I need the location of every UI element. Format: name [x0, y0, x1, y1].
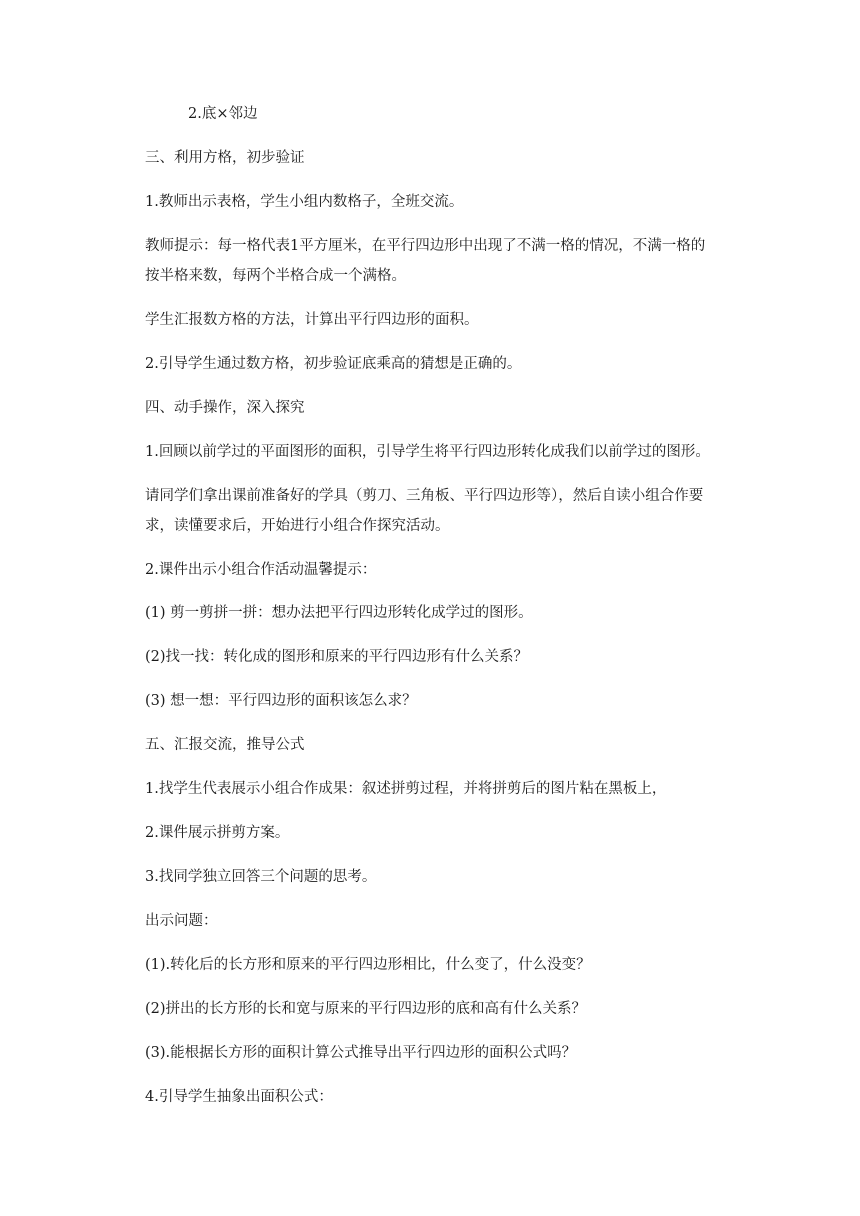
item-base-times-side: 2.底×邻边: [188, 106, 258, 122]
paragraph-line: 按半格来数，每两个半格合成一个满格。: [145, 268, 406, 284]
paragraph: 出示问题：: [145, 913, 218, 929]
paragraph: 2.课件出示小组合作活动温馨提示：: [145, 562, 377, 578]
paragraph-line: 求，读懂要求后，开始进行小组合作探究活动。: [145, 518, 450, 534]
paragraph: 1.找学生代表展示小组合作成果：叙述拼剪过程，并将拼剪后的图片粘在黑板上，: [145, 781, 667, 797]
list-item: (1) 剪一剪拼一拼：想办法把平行四边形转化成学过的图形。: [145, 605, 533, 621]
paragraph-line: 请同学们拿出课前准备好的学具（剪刀、三角板、平行四边形等），然后自读小组合作要: [145, 488, 704, 504]
paragraph-line: 教师提示：每一格代表1平方厘米，在平行四边形中出现了不满一格的情况，不满一格的: [145, 238, 706, 254]
list-item: (1).转化后的长方形和原来的平行四边形相比，什么变了，什么没变？: [145, 957, 591, 973]
section-heading-3: 三、利用方格，初步验证: [145, 150, 305, 166]
paragraph: 3.找同学独立回答三个问题的思考。: [145, 869, 377, 885]
section-heading-5: 五、汇报交流，推导公式: [145, 737, 305, 753]
list-item: (2)找一找：转化成的图形和原来的平行四边形有什么关系？: [145, 649, 529, 665]
paragraph: 1.教师出示表格，学生小组内数格子，全班交流。: [145, 194, 464, 210]
list-item: (3) 想一想：平行四边形的面积该怎么求？: [145, 693, 417, 709]
paragraph: 1.回顾以前学过的平面图形的面积，引导学生将平行四边形转化成我们以前学过的图形。: [145, 444, 710, 460]
paragraph: 4.引导学生抽象出面积公式：: [145, 1089, 333, 1105]
list-item: (3).能根据长方形的面积计算公式推导出平行四边形的面积公式吗？: [145, 1045, 577, 1061]
paragraph: 学生汇报数方格的方法，计算出平行四边形的面积。: [145, 312, 479, 328]
list-item: (2)拼出的长方形的长和宽与原来的平行四边形的底和高有什么关系？: [145, 1001, 587, 1017]
paragraph: 2.课件展示拼剪方案。: [145, 825, 290, 841]
paragraph: 2.引导学生通过数方格，初步验证底乘高的猜想是正确的。: [145, 356, 522, 372]
section-heading-4: 四、动手操作，深入探究: [145, 400, 305, 416]
